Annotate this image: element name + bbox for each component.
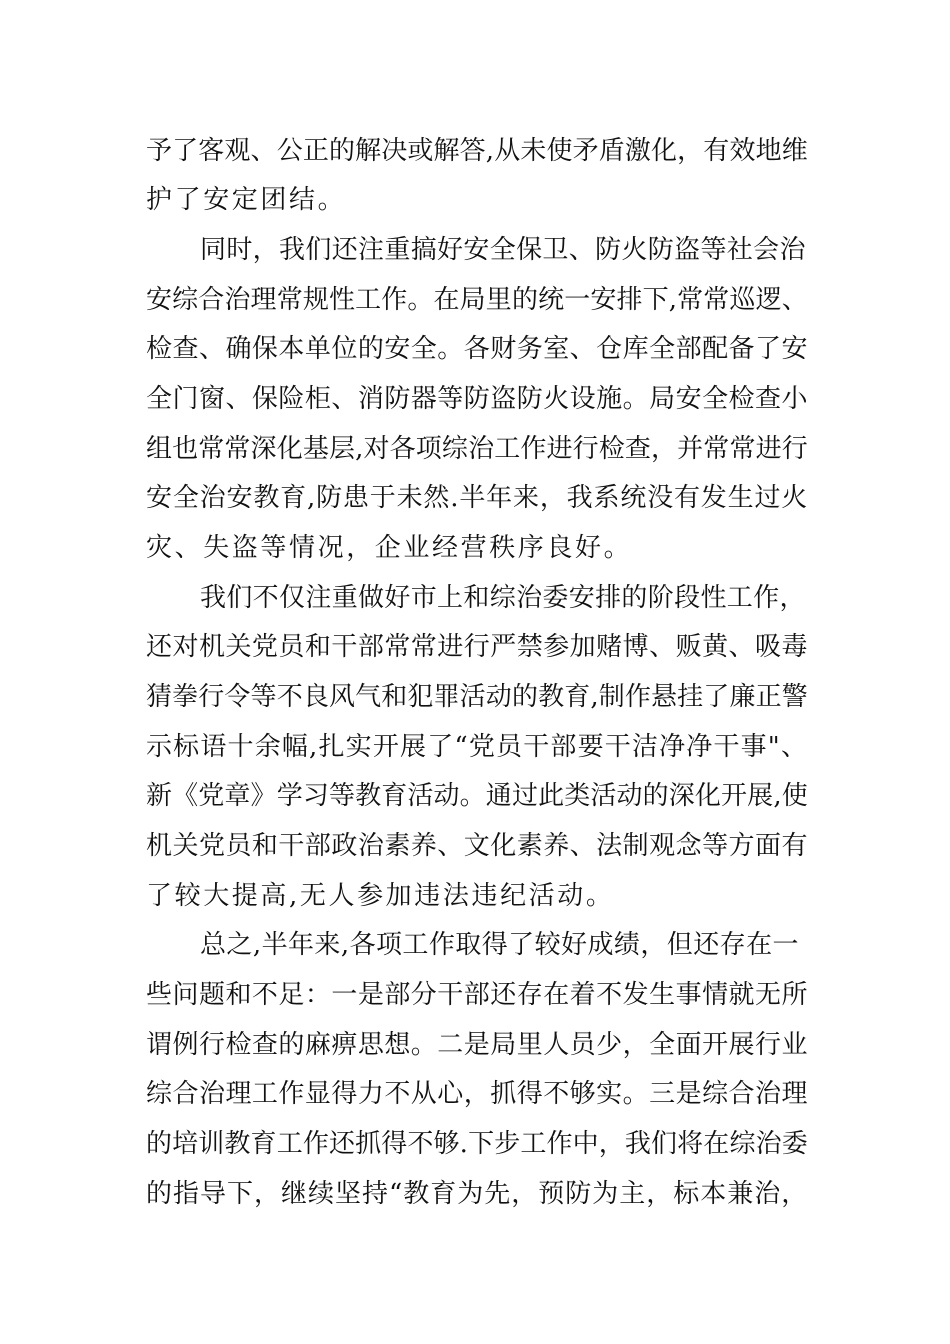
- text-line: 新《党章》学习等教育活动。通过此类活动的深化开展,使: [146, 781, 808, 811]
- text-line: 猜拳行令等不良风气和犯罪活动的教育,制作悬挂了廉正警: [146, 682, 808, 712]
- text-line: 护了安定团结。: [146, 185, 347, 215]
- text-line: 组也常常深化基层,对各项综治工作进行检查，并常常进行: [146, 434, 808, 464]
- text-line: 了较大提高,无人参加违法违纪活动。: [146, 881, 615, 911]
- text-line: 示标语十余幅,扎实开展了“党员干部要干洁净净干事"、: [146, 732, 809, 762]
- paragraph-start-line: 我们不仅注重做好市上和综治委安排的阶段性工作，: [200, 583, 806, 613]
- text-line: 谓例行检查的麻痹思想。二是局里人员少，全面开展行业: [146, 1030, 809, 1060]
- text-line: 予了客观、公正的解决或解答,从未使矛盾激化，有效地维: [146, 136, 808, 166]
- text-line: 综合治理工作显得力不从心，抓得不够实。三是综合治理: [146, 1079, 809, 1109]
- paragraph-start-line: 总之,半年来,各项工作取得了较好成绩，但还存在一: [200, 930, 799, 960]
- text-line: 安综合治理常规性工作。在局里的统一安排下,常常巡逻、: [146, 285, 808, 315]
- text-line: 安全治安教育,防患于未然.半年来，我系统没有发生过火: [146, 483, 809, 513]
- text-line: 还对机关党员和干部常常进行严禁参加赌博、贩黄、吸毒: [146, 632, 809, 662]
- text-line: 些问题和不足：一是部分干部还存在着不发生事情就无所: [146, 980, 809, 1010]
- text-line: 检查、确保本单位的安全。各财务室、仓库全部配备了安: [146, 334, 809, 364]
- text-line: 机关党员和干部政治素养、文化素养、法制观念等方面有: [146, 831, 809, 861]
- text-line: 灾、失盗等情况，企业经营秩序良好。: [146, 533, 633, 563]
- text-line: 的指导下，继续坚持“教育为先，预防为主，标本兼治，: [146, 1179, 809, 1209]
- text-line: 的培训教育工作还抓得不够.下步工作中，我们将在综治委: [146, 1129, 808, 1159]
- text-line: 全门窗、保险柜、消防器等防盗防火设施。局安全检查小: [146, 384, 809, 414]
- paragraph-start-line: 同时，我们还注重搞好安全保卫、防火防盗等社会治: [200, 235, 806, 265]
